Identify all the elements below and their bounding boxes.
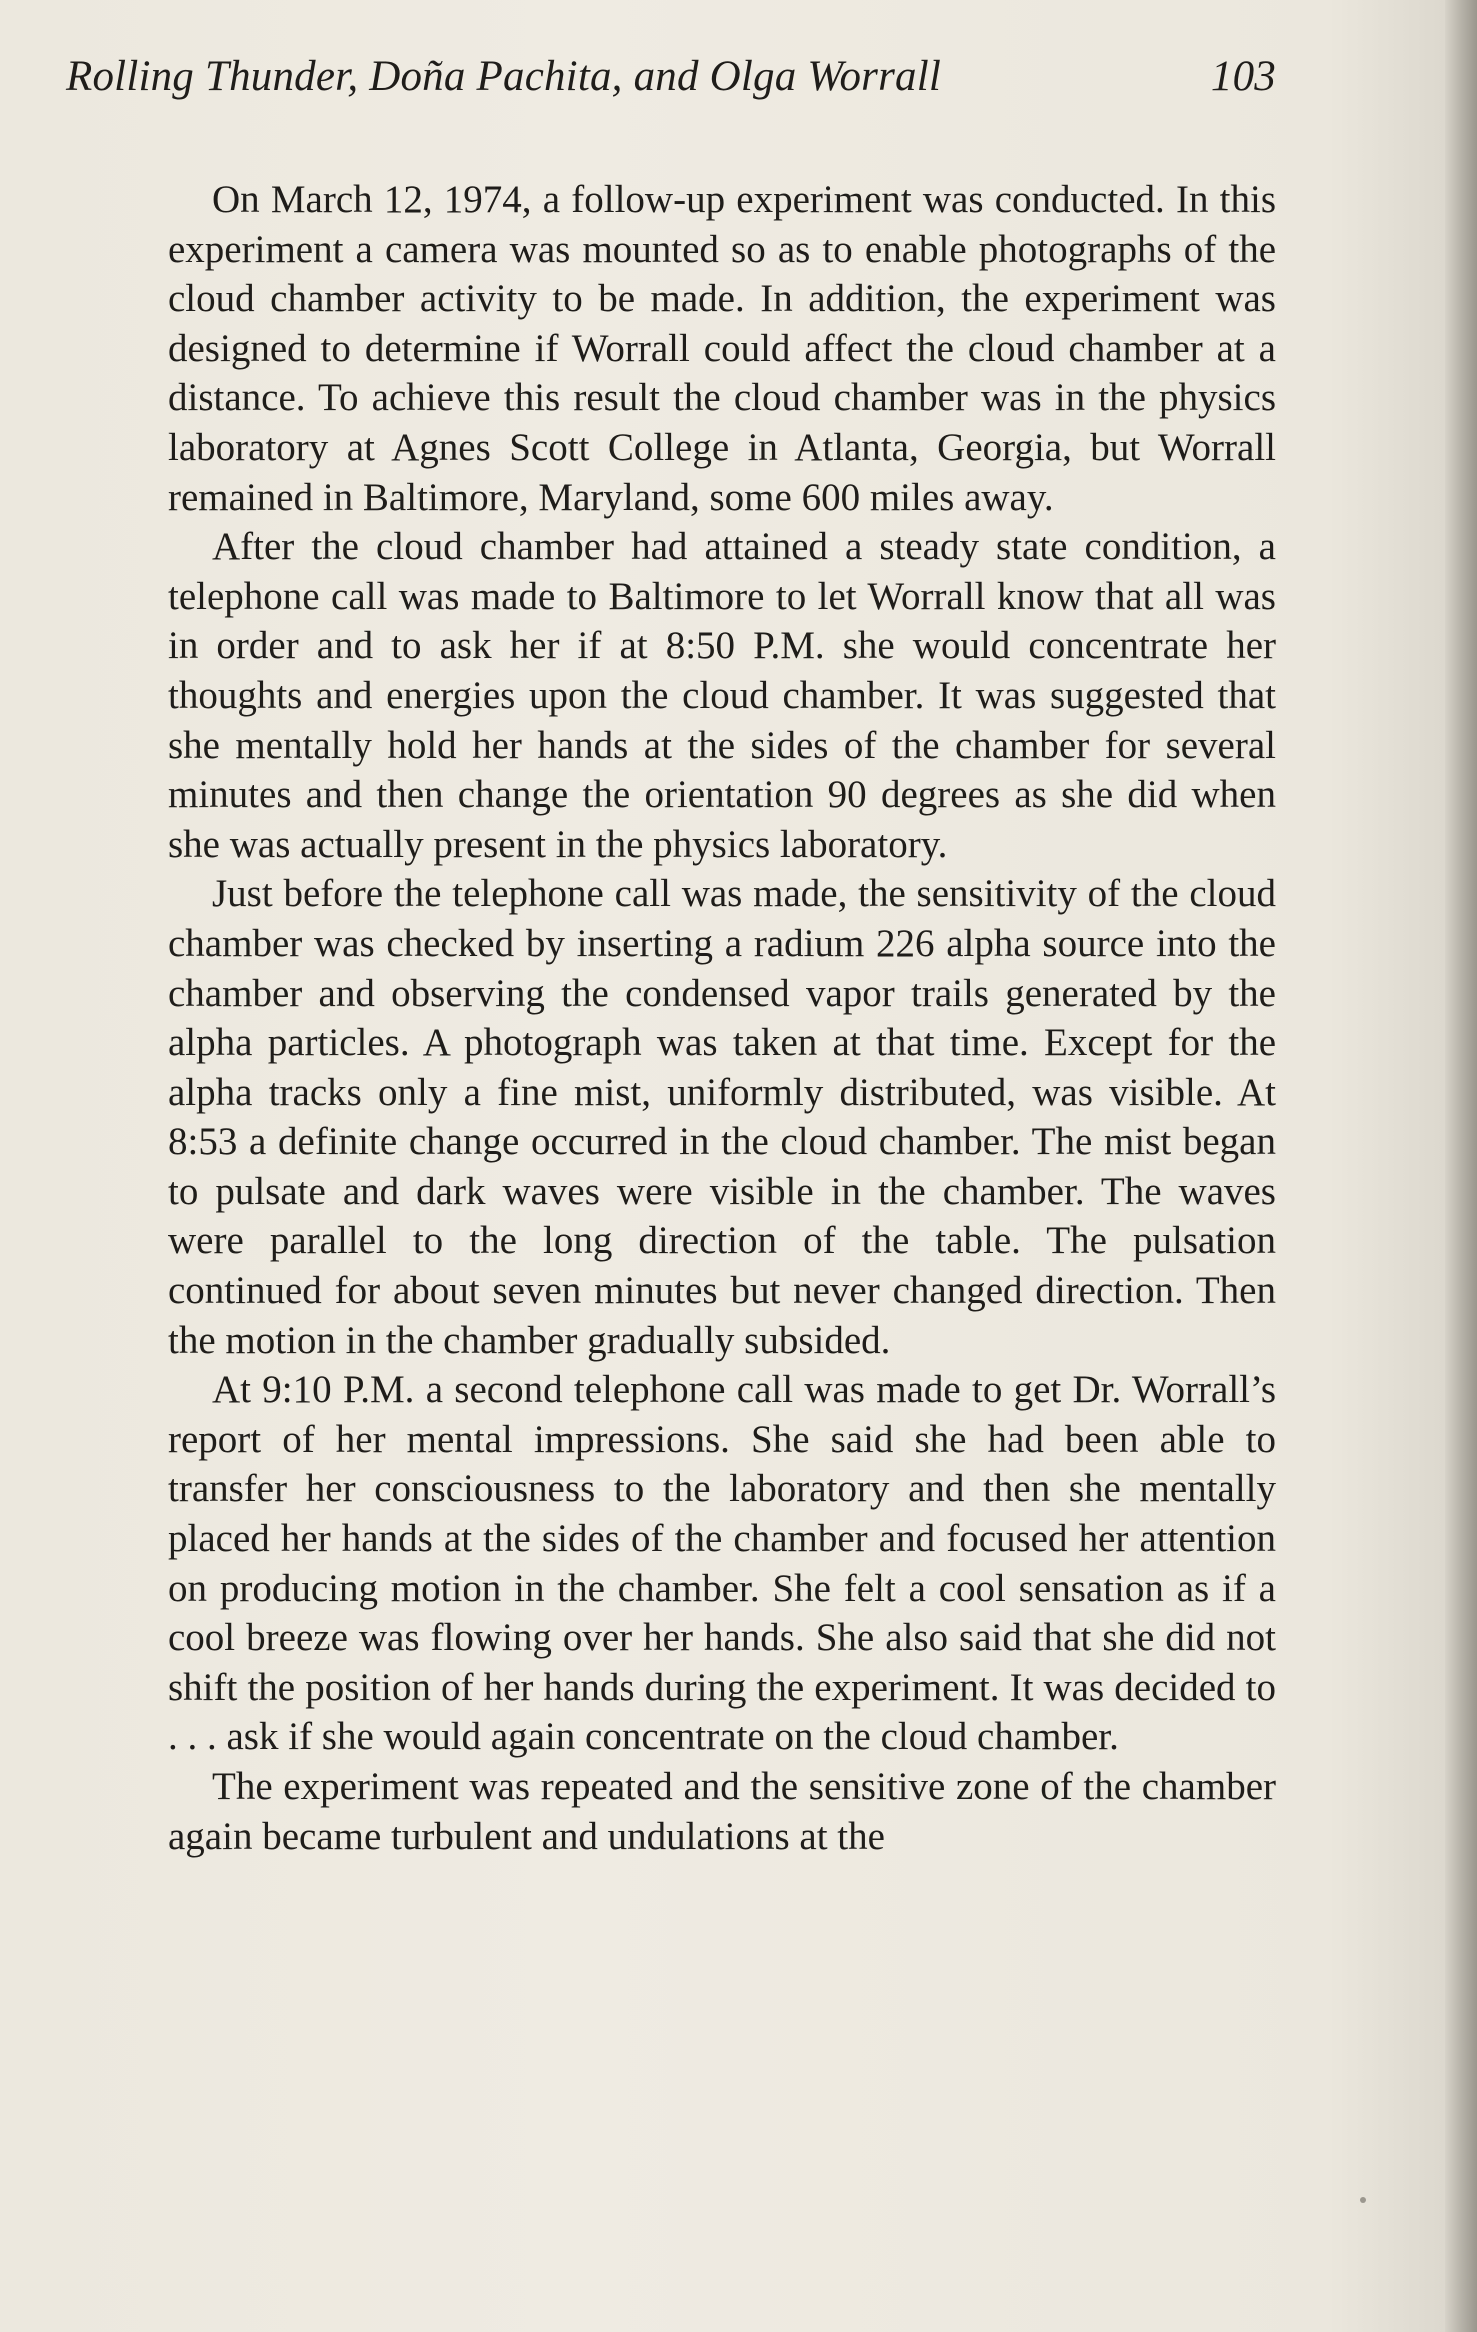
ink-speck [1360,2197,1366,2203]
running-title: Rolling Thunder, Doña Pachita, and Olga Worrall [66,53,942,100]
paragraph-5: The experiment was repeated and the sensitive zone of the chamber again became turbulent and undulations at the [168,1765,1276,1858]
paragraph-3: Just before the telephone call was made, the sensitivity of the cloud chamber was checked by inserting a radium 226 alpha source into the chamber and observing the condensed vapor trails generated by the alpha particles. A photograph was taken at that time. Except for the alpha tracks only a fine mist, uniformly distributed, was visible. At 8:53 a definite change occurred in the cloud chamber. The mist began to pulsate and dark waves were visible in the chamber. The waves were parallel to the long direction of the table. The pulsation continued for about seven minutes but never changed direction. Then the motion in the chamber gradually subsided. [168,872,1276,1362]
paragraph-2: After the cloud chamber had attained a steady state condition, a telephone call was made to Baltimore to let Worrall know that all was in order and to ask her if at 8:50 P.M. she would concentrate her thoughts and energies upon the cloud chamber. It was suggested that she mentally hold her hands at the sides of the chamber for several minutes and then change the orientation 90 degrees as she did when she was actually present in the physics laboratory. [168,525,1276,866]
page-number: 103 [1210,53,1276,100]
page-edge-shadow [1445,0,1477,2332]
paragraph-1: On March 12, 1974, a follow-up experiment was conducted. In this experiment a camera was mounted so as to enable photographs of the cloud chamber activity to be made. In addition, the experiment was designed to determine if Worrall could affect the cloud chamber at a distance. To achieve this result the cloud chamber was in the physics laboratory at Agnes Scott College in Atlanta, Georgia, but Worrall remained in Baltimore, Maryland, some 600 miles away. [168,178,1276,519]
running-head [66,44,1276,114]
body-text [168,175,1276,1861]
paragraph-4: At 9:10 P.M. a second telephone call was made to get Dr. Worrall’s report of her mental impressions. She said she had been able to transfer her consciousness to the laboratory and then she mentally placed her hands at the sides of the chamber and focused her attention on producing motion in the chamber. She felt a cool sensation as if a cool breeze was flowing over her hands. She also said that she did not shift the position of her hands during the experiment. It was decided to . . . ask if she would again concentrate on the cloud chamber. [168,1368,1276,1759]
